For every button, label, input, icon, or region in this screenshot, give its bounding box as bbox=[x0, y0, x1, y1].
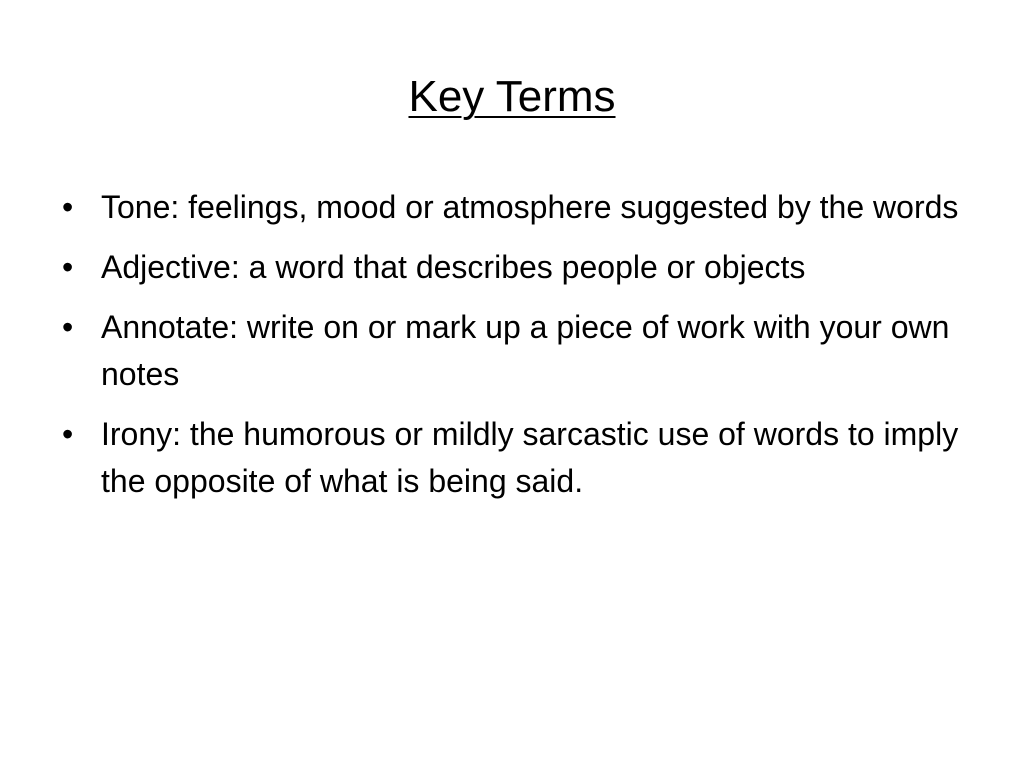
bullet-item-irony bbox=[62, 411, 972, 505]
bullet-icon: • bbox=[62, 416, 74, 452]
bullet-icon: • bbox=[62, 189, 74, 225]
bullet-text: Tone: feelings, mood or atmosphere suggested by the words bbox=[101, 189, 959, 225]
bullet-icon: • bbox=[62, 249, 74, 285]
bullet-item-tone bbox=[62, 184, 972, 231]
bullet-item-adjective bbox=[62, 244, 972, 291]
bullet-list bbox=[62, 184, 972, 518]
bullet-text: Adjective: a word that describes people or objects bbox=[101, 249, 806, 285]
bullet-item-annotate bbox=[62, 304, 972, 398]
bullet-text: Annotate: write on or mark up a piece of work with your own notes bbox=[101, 309, 950, 392]
bullet-text: Irony: the humorous or mildly sarcastic use of words to imply the opposite of what is being said. bbox=[101, 416, 959, 499]
slide-title: Key Terms bbox=[408, 72, 616, 121]
bullet-icon: • bbox=[62, 309, 74, 345]
